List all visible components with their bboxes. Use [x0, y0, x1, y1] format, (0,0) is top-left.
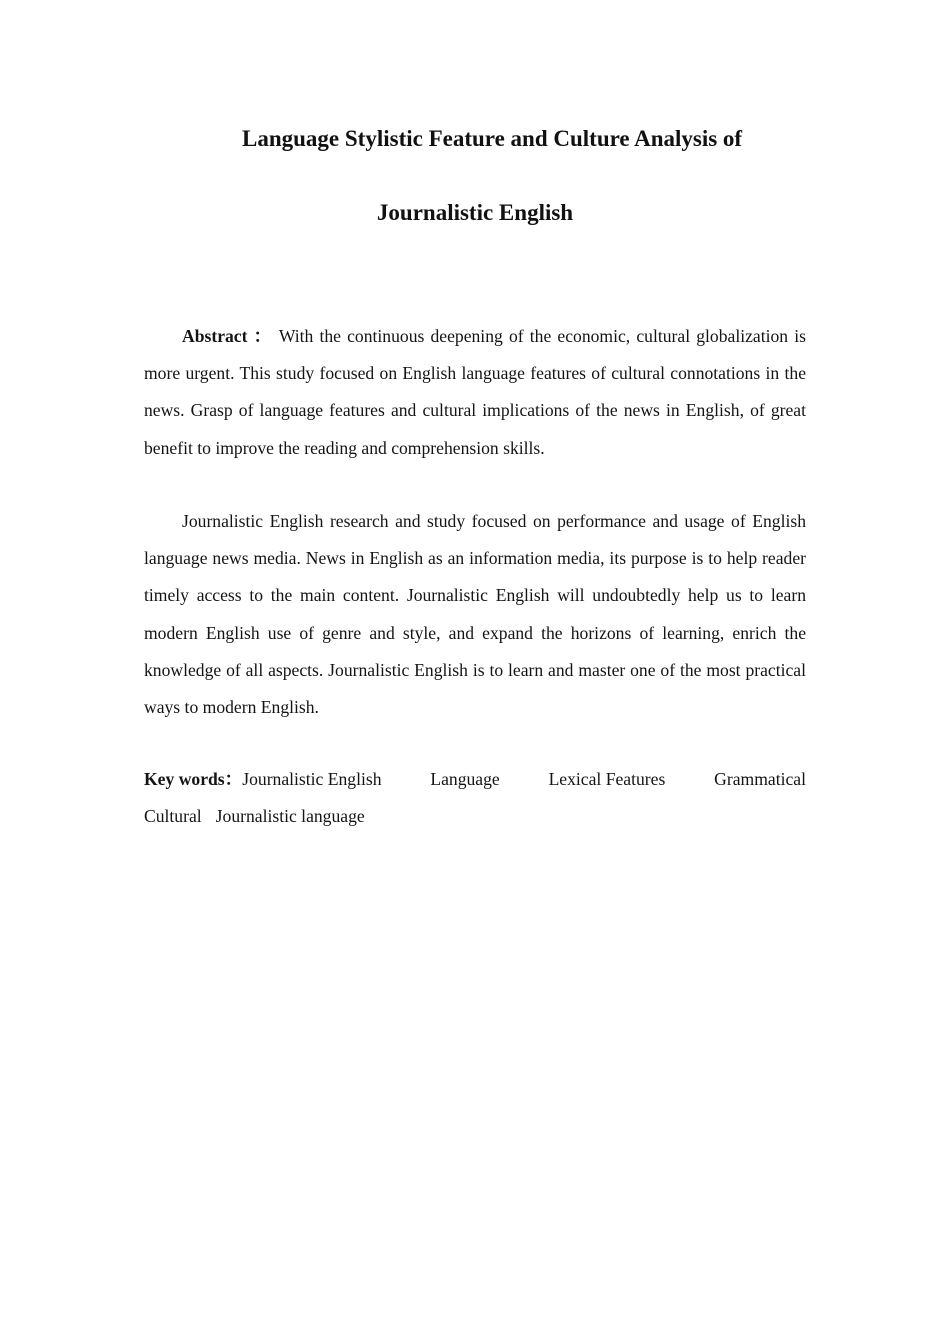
keyword-item: Journalistic English — [242, 769, 382, 789]
keywords-colon: ： — [224, 769, 243, 789]
body-section — [144, 503, 806, 726]
abstract-section — [144, 318, 806, 467]
abstract-colon: ： — [253, 326, 273, 346]
title-line-1: Language Stylistic Feature and Culture Analysis of — [242, 126, 743, 151]
keywords-row-1 — [144, 761, 806, 798]
keyword-item: Cultural — [144, 806, 202, 827]
keyword-item: Journalistic language — [215, 806, 365, 827]
keywords-row-2 — [144, 798, 806, 835]
abstract-text: With the continuous deepening of the economic, cultural globalization is more urgent. This study focused on English language features of cultural connotations in the news. Grasp of language features and cultural implications of the news in English, of great benefit to improve the reading and comprehension skills. — [144, 326, 806, 458]
keyword-item: Language — [430, 769, 500, 789]
keywords-label: Key words — [144, 769, 225, 789]
title-line-2: Journalistic English — [376, 200, 574, 225]
body-paragraph: Journalistic English research and study focused on performance and usage of English language news media. News in English as an information media, its purpose is to help reader timely access to the main content. Journalistic English will undoubtedly help us to learn modern English use of genre and style, and expand the horizons of learning, enrich the knowledge of all aspects. Journalistic English is to learn and master one of the most practical ways to modern English. — [144, 511, 806, 718]
abstract-label: Abstract — [182, 326, 248, 346]
keyword-item: Lexical Features — [548, 769, 666, 789]
abstract-paragraph — [144, 318, 806, 467]
keywords-lead — [144, 761, 382, 798]
keyword-item: Grammatical — [714, 769, 806, 789]
keywords-section — [144, 761, 806, 835]
